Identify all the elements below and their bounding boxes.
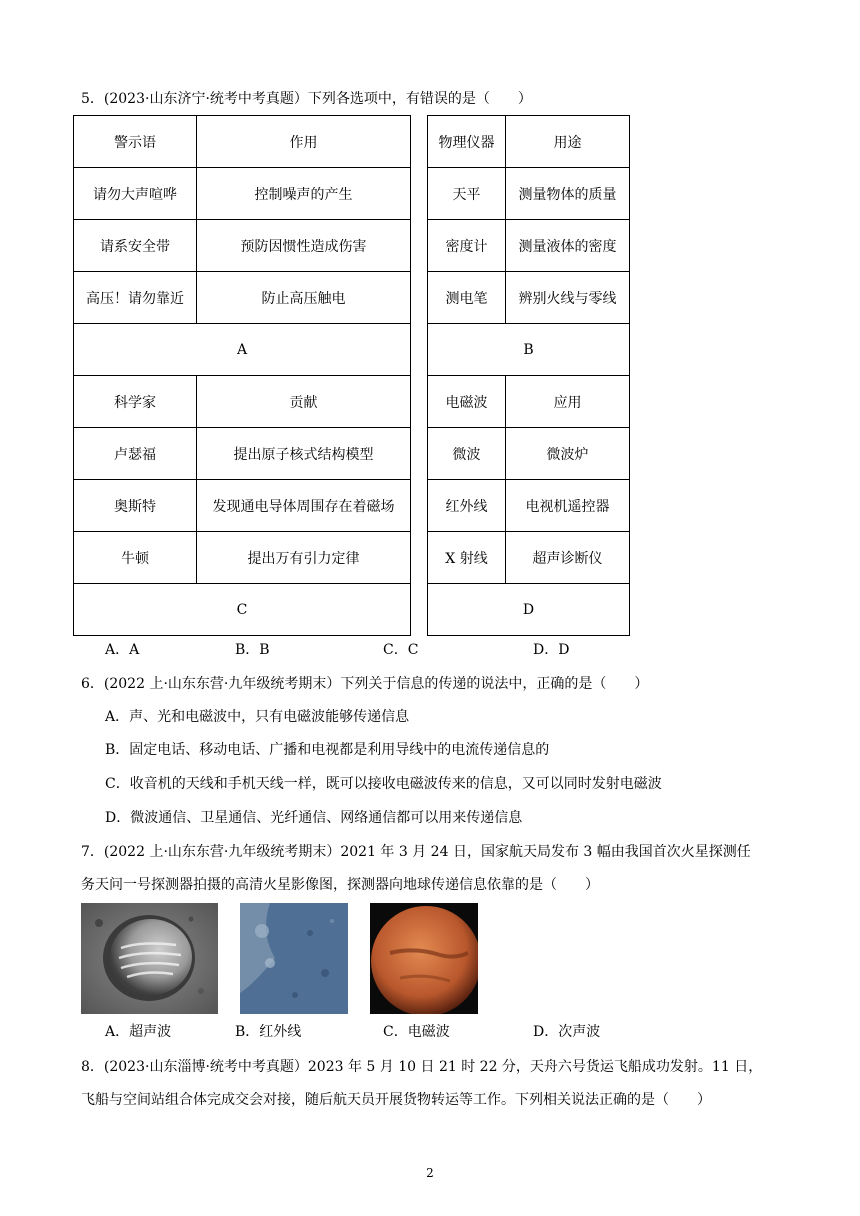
table-cell: 高压！请勿靠近 xyxy=(74,272,197,324)
q5-stem: 5．(2023·山东济宁·统考中考真题）下列各选项中，有错误的是（ ） xyxy=(81,91,532,107)
table-row xyxy=(74,584,630,636)
table-cell: 测量物体的质量 xyxy=(506,168,630,220)
table-gap xyxy=(411,272,428,324)
q5-option-d: D．D xyxy=(533,642,570,658)
table-cell: 物理仪器 xyxy=(428,116,506,168)
table-cell: 辨别火线与零线 xyxy=(506,272,630,324)
table-cell: 红外线 xyxy=(428,480,506,532)
table-gap xyxy=(411,532,428,584)
table-label-c: C xyxy=(74,584,411,636)
mars-crater-image xyxy=(81,903,218,1014)
table-cell: X 射线 xyxy=(428,532,506,584)
table-gap xyxy=(411,480,428,532)
table-row xyxy=(74,272,630,324)
table-gap xyxy=(411,376,428,428)
table-cell: 密度计 xyxy=(428,220,506,272)
table-cell: 防止高压触电 xyxy=(197,272,411,324)
q5-option-tables xyxy=(73,115,630,636)
table-row xyxy=(74,324,630,376)
table-gap xyxy=(411,116,428,168)
table-row xyxy=(74,428,630,480)
table-cell: 请勿大声喧哗 xyxy=(74,168,197,220)
table-cell: 控制噪声的产生 xyxy=(197,168,411,220)
q6-stem: 6．(2022 上·山东东营·九年级统考期末）下列关于信息的传递的说法中，正确的是（ ） xyxy=(81,676,649,692)
q6-option-d: D．微波通信、卫星通信、光纤通信、网络通信都可以用来传递信息 xyxy=(105,810,523,826)
q7-option-c: C．电磁波 xyxy=(383,1024,450,1040)
table-cell: 警示语 xyxy=(74,116,197,168)
table-row xyxy=(74,532,630,584)
q5-option-b: B．B xyxy=(235,642,270,658)
table-cell: 微波 xyxy=(428,428,506,480)
table-cell: 微波炉 xyxy=(506,428,630,480)
table-cell: 科学家 xyxy=(74,376,197,428)
table-cell: 奥斯特 xyxy=(74,480,197,532)
q5-option-c: C．C xyxy=(383,642,419,658)
mars-surface-image xyxy=(240,903,348,1014)
table-cell: 电磁波 xyxy=(428,376,506,428)
table-gap xyxy=(411,168,428,220)
table-row xyxy=(74,480,630,532)
q8-stem-line2: 飞船与空间站组合体完成交会对接，随后航天员开展货物转运等工作。下列相关说法正确的是（ ） xyxy=(81,1092,711,1108)
table-cell: 提出万有引力定律 xyxy=(197,532,411,584)
page-number: 2 xyxy=(426,1166,434,1180)
table-row xyxy=(74,168,630,220)
table-gap xyxy=(411,428,428,480)
table-row xyxy=(74,116,630,168)
table-gap xyxy=(411,220,428,272)
q6-option-c: C．收音机的天线和手机天线一样，既可以接收电磁波传来的信息，又可以同时发射电磁波 xyxy=(105,776,662,792)
table-label-d: D xyxy=(428,584,630,636)
table-cell: 预防因惯性造成伤害 xyxy=(197,220,411,272)
q8-stem-line1: 8．(2023·山东淄博·统考中考真题）2023 年 5 月 10 日 21 时 22 分，天舟六号货运飞船成功发射。11 日， xyxy=(81,1059,763,1075)
table-cell: 测量液体的密度 xyxy=(506,220,630,272)
table-row xyxy=(74,220,630,272)
table-cell: 作用 xyxy=(197,116,411,168)
table-cell: 用途 xyxy=(506,116,630,168)
table-cell: 测电笔 xyxy=(428,272,506,324)
table-gap xyxy=(411,324,428,376)
table-row xyxy=(74,376,630,428)
q7-option-b: B．红外线 xyxy=(235,1024,302,1040)
table-cell: 提出原子核式结构模型 xyxy=(197,428,411,480)
table-cell: 电视机遥控器 xyxy=(506,480,630,532)
q5-option-a: A．A xyxy=(105,642,140,658)
table-cell: 请系安全带 xyxy=(74,220,197,272)
table-cell: 贡献 xyxy=(197,376,411,428)
table-cell: 超声诊断仪 xyxy=(506,532,630,584)
q7-stem-line1: 7．(2022 上·山东东营·九年级统考期末）2021 年 3 月 24 日，国家航天局发布 3 幅由我国首次火星探测任 xyxy=(81,844,751,860)
q6-option-b: B．固定电话、移动电话、广播和电视都是利用导线中的电流传递信息的 xyxy=(105,742,550,758)
table-cell: 卢瑟福 xyxy=(74,428,197,480)
q7-stem-line2: 务天问一号探测器拍摄的高清火星影像图，探测器向地球传递信息依靠的是（ ） xyxy=(81,877,599,893)
table-label-a: A xyxy=(74,324,411,376)
table-cell: 牛顿 xyxy=(74,532,197,584)
table-gap xyxy=(411,584,428,636)
table-cell: 发现通电导体周围存在着磁场 xyxy=(197,480,411,532)
mars-globe-image xyxy=(370,903,478,1014)
table-cell: 应用 xyxy=(506,376,630,428)
table-cell: 天平 xyxy=(428,168,506,220)
q7-option-d: D．次声波 xyxy=(533,1024,601,1040)
q6-option-a: A．声、光和电磁波中，只有电磁波能够传递信息 xyxy=(105,709,410,725)
table-label-b: B xyxy=(428,324,630,376)
q7-option-a: A．超声波 xyxy=(105,1024,172,1040)
